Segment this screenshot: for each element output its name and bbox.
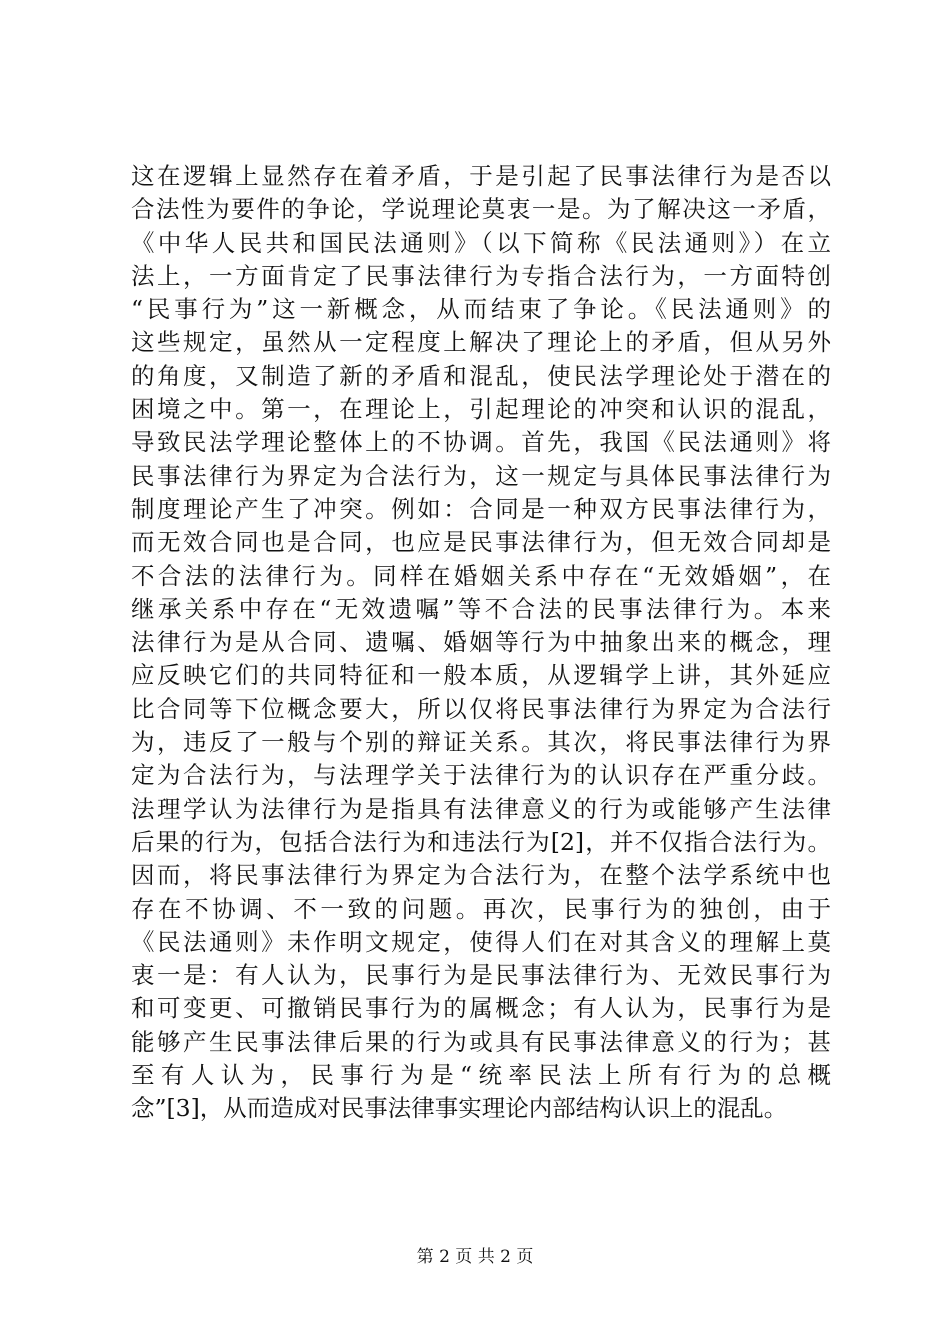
text-line: 念”[3]，从而造成对民事法律事实理论内部结构认识上的混乱。: [131, 1094, 788, 1123]
text-line: 比合同等下位概念要大，所以仅将民事法律行为界定为合法行: [131, 694, 831, 723]
text-line: 《民法通则》未作明文规定，使得人们在对其含义的理解上莫: [131, 927, 831, 956]
text-line: 民事法律行为界定为合法行为，这一规定与具体民事法律行为: [131, 461, 831, 490]
text-line: 法律行为是从合同、遗嘱、婚姻等行为中抽象出来的概念，理: [131, 628, 831, 657]
text-line: 《中华人民共和国民法通则》（以下简称《民法通则》）在立: [131, 228, 831, 257]
text-line: 衷一是：有人认为，民事行为是民事法律行为、无效民事行为: [131, 961, 831, 990]
text-line: 合法性为要件的争论，学说理论莫衷一是。为了解决这一矛盾，: [131, 195, 831, 224]
text-line: 能够产生民事法律后果的行为或具有民事法律意义的行为；甚: [131, 1027, 831, 1056]
text-line: 法上，一方面肯定了民事法律行为专指合法行为，一方面特创: [131, 261, 831, 290]
text-line: “民事行为”这一新概念，从而结束了争论。《民法通则》的: [131, 295, 831, 324]
text-line: 后果的行为，包括合法行为和违法行为[2]，并不仅指合法行为。: [131, 827, 831, 856]
text-line: 导致民法学理论整体上的不协调。首先，我国《民法通则》将: [131, 428, 831, 457]
text-line: 困境之中。第一，在理论上，引起理论的冲突和认识的混乱，: [131, 395, 831, 424]
text-line: 和可变更、可撤销民事行为的属概念；有人认为，民事行为是: [131, 994, 831, 1023]
text-line: 定为合法行为，与法理学关于法律行为的认识存在严重分歧。: [131, 761, 831, 790]
text-line: 的角度，又制造了新的矛盾和混乱，使民法学理论处于潜在的: [131, 361, 831, 390]
text-line: 应反映它们的共同特征和一般本质，从逻辑学上讲，其外延应: [131, 661, 831, 690]
text-line: 不合法的法律行为。同样在婚姻关系中存在“无效婚姻”，在: [131, 561, 831, 590]
text-line: 制度理论产生了冲突。例如：合同是一种双方民事法律行为，: [131, 494, 831, 523]
text-line: 因而，将民事法律行为界定为合法行为，在整个法学系统中也: [131, 861, 831, 890]
text-line: 为，违反了一般与个别的辩证关系。其次，将民事法律行为界: [131, 728, 831, 757]
text-line: 继承关系中存在“无效遗嘱”等不合法的民事法律行为。本来: [131, 594, 831, 623]
body-paragraph: [131, 160, 831, 1126]
text-line: 至有人认为，民事行为是“统率民法上所有行为的总概: [131, 1061, 831, 1090]
text-line: 存在不协调、不一致的问题。再次，民事行为的独创，由于: [131, 894, 831, 923]
text-line: 这些规定，虽然从一定程度上解决了理论上的矛盾，但从另外: [131, 328, 831, 357]
text-line: 法理学认为法律行为是指具有法律意义的行为或能够产生法律: [131, 794, 831, 823]
page-footer: 第 2 页 共 2 页: [416, 1247, 534, 1267]
text-line: 这在逻辑上显然存在着矛盾，于是引起了民事法律行为是否以: [131, 162, 831, 190]
text-line: 而无效合同也是合同，也应是民事法律行为，但无效合同却是: [131, 528, 831, 557]
